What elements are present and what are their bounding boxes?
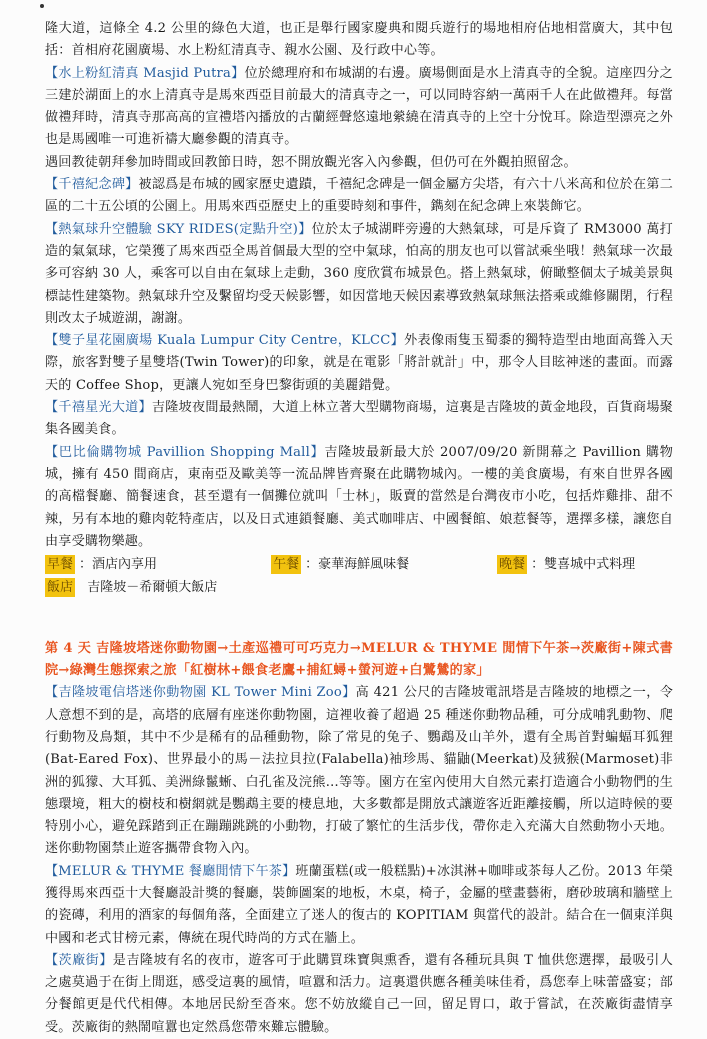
klcc-heading: 【雙子星花園廣場 Kuala Lumpur City Centre，KLCC】 xyxy=(45,333,405,349)
petaling-text: 是吉隆坡有名的夜市，遊客可于此購買珠寶與熏香，還有各種玩具與 T 恤供您選擇，最吸引人之處莫過于在街上閒逛，感受這裏的風情，喧囂和活力。這裏還供應各種美味佳肴，爲您奉上味蕾盛宴；部分餐館更是代代相傳。本地居民紛至沓來。您不妨放縱自己一回，留足胃口，敢于嘗試，在茨廠街盡情享受。茨廠街的熱鬧喧囂也定然爲您帶來難忘體驗。 xyxy=(45,952,674,1035)
petaling-heading: 【茨廠街】 xyxy=(45,952,113,968)
melur-heading: 【MELUR & THYME 餐廳閒情下午茶】 xyxy=(45,863,296,879)
breakfast-tag: 早餐 xyxy=(47,557,74,573)
balloon-paragraph xyxy=(45,219,673,330)
melur-paragraph xyxy=(45,861,673,950)
pavilion-text: 吉隆坡最新最大於 2007/09/20 新開幕之 Pavillion 購物城，擁有 450 間商店，東南亞及歐美等一流品牌皆齊聚在此購物城內。一樓的美食廣場，有來自世界各國的高檔餐廳、簡餐速食，甚至還有一個攤位就叫「士林」，販賣的當然是台灣夜市小吃，包括炸雞排、甜不辣，另有本地的雞肉乾特產店，以及日式連鎖餐廳、美式咖啡店、中國餐館、娘惹餐等，選擇多樣，讓您自由享受購物樂趣。 xyxy=(45,444,673,549)
mosque-heading: 【水上粉紅清真 Masjid Putra】 xyxy=(45,65,245,81)
zoo-paragraph xyxy=(45,682,673,860)
lunch-cell xyxy=(271,553,497,576)
scan-dot xyxy=(40,4,44,8)
breakfast-cell xyxy=(45,553,271,576)
dinner-value: ：雙喜城中式料理 xyxy=(531,557,636,573)
mosque-note: 遇回教徒朝拜參加時間或回教節日時，恕不開放觀光客入內參觀，但仍可在外觀拍照留念。 xyxy=(45,154,577,170)
hotel-row xyxy=(45,576,673,599)
starhill-paragraph xyxy=(45,397,673,442)
melur-text: 班蘭蛋糕(或一般糕點)+冰淇淋+咖啡或茶每人乙份。2013 年榮獲得馬來西亞十大餐廳設計獎的餐廳，裝飾圖案的地板，木桌，椅子，金屬的壁畫藝術，磨砂玻璃和牆壁上的瓷磚，利用的酒家的每個角落，全面建立了迷人的復古的 KOPITIAM 與當代的設計。結合在一個東洋與中國和老式甘榜元素，傳統在現代時尚的方式在牆上。 xyxy=(45,863,674,946)
klcc-paragraph xyxy=(45,330,673,397)
pavilion-heading: 【巴比倫購物城 Pavillion Shopping Mall】 xyxy=(45,444,325,460)
starhill-text: 吉隆坡夜間最熱鬧，大道上林立著大型購物商場，這裏是吉隆坡的黃金地段，百貨商場聚集各國美食。 xyxy=(45,400,673,438)
zoo-text: 高 421 公尺的吉隆坡電訊塔是吉隆坡的地標之一，令人意想不到的是，高塔的底層有座迷你動物園，這裡收養了超過 25 種迷你動物品種，可分成哺乳動物、爬行動物及鳥類，其中不少是稀有的品種動物，除了常見的兔子、鸚鵡及山羊外，還有全馬首對蝙蝠耳狐狸 (Bat-Eared Fox)、世界最小的馬－法拉貝拉(Falabella)袖珍馬、貓鼬(Meerkat)及狨猴(Marmoset)非洲的狐獴、大耳狐、美洲綠鬣蜥、白孔雀及浣熊…等等。園方在室內使用大自然元素打造適合小動物們的生態環境，粗大的樹枝和樹網就是鸚鵡主要的棲息地，大多數都是開放式讓遊客近距離接觸，所以這時候的要特別小心，避免踩踏到正在蹦蹦跳跳的小動物，打破了繁忙的生活步伐，帶你走入充滿大自然動物小天地。迷你動物園禁止遊客攜帶食物入內。 xyxy=(45,685,673,857)
section-gap xyxy=(45,600,673,638)
dinner-tag: 晚餐 xyxy=(499,557,526,573)
monument-text: 被認爲是布城的國家歷史遺蹟，千禧紀念碑是一個金屬方尖塔，有六十八米高和位於在第二區的二十五公頃的公園上。用馬來西亞歷史上的重要時刻和事件，鐫刻在紀念碑上來裝飾它。 xyxy=(45,177,673,215)
putrajaya-intro: 隆大道，這條全 4.2 公里的綠色大道，也正是舉行國家慶典和閱兵遊行的場地相府佔地相當廣大，其中包括：首相府花園廣場、水上粉紅清真寺、親水公園、及行政中心等。 xyxy=(45,21,673,59)
mosque-text: 位於總理府和布城湖的右邊。廣場側面是水上清真寺的全貌。這座四分之三建於湖面上的水上清真寺是馬來西亞目前最大的清真寺之一，可以同時容納一萬兩千人在此做禮拜。每當做禮拜時，清真寺那高高的宣禮塔內播放的古蘭經聲悠遠地縈繞在清真寺的上空十分悅耳。除造型漂亮之外也是馬國唯一可進祈禱大廳參觀的清真寺。 xyxy=(45,65,673,148)
meal-row xyxy=(45,553,673,576)
zoo-heading: 【吉隆坡電信塔迷你動物園 KL Tower Mini Zoo】 xyxy=(45,685,356,701)
pavilion-paragraph xyxy=(45,442,673,553)
balloon-heading: 【熱氣球升空體驗 SKY RIDES(定點升空)】 xyxy=(45,221,312,237)
lunch-value: ：豪華海鮮風味餐 xyxy=(305,557,410,573)
petaling-paragraph xyxy=(45,950,673,1039)
lunch-tag: 午餐 xyxy=(273,557,300,573)
monument-heading: 【千禧紀念碑】 xyxy=(45,177,139,193)
dinner-cell xyxy=(497,553,673,576)
mosque-paragraph xyxy=(45,63,673,152)
klcc-text: 外表像雨隻玉蜀黍的獨特造型由地面高聳入天際，旅客對雙子星雙塔(Twin Tower)的印象，就是在電影「將計就計」中，那令人目眩神迷的畫面。而露天的 Coffee Shop，更讓人宛如至身巴黎街頭的美麗錯覺。 xyxy=(45,333,673,393)
monument-paragraph xyxy=(45,174,673,219)
hotel-value: 吉隆坡－希爾頓大飯店 xyxy=(87,580,218,596)
starhill-heading: 【千禧星光大道】 xyxy=(45,400,152,416)
balloon-text: 位於太子城湖畔旁邊的大熱氣球，可是斥資了 RM3000 萬打造的氣氣球，它榮獲了馬來西亞全馬首個最大型的空中氣球，怕高的朋友也可以嘗試乘坐哦！熱氣球一次最多可容納 30 人，乘客可以自由在氣球上走動，360 度欣賞布城景色。搭上熱氣球，俯瞰整個太子城美景與標誌性建築物。熱氣球升空及繫留均受天候影響，如因當地天候因素導致熱氣球無法搭乘或維修關閉，行程則改太子城遊湖，謝謝。 xyxy=(45,221,673,326)
breakfast-value: ：酒店內享用 xyxy=(79,557,158,573)
hotel-tag: 飯店 xyxy=(47,580,74,596)
day4-title: 第 4 天 吉隆坡塔迷你動物園→土產巡禮可可巧克力→MELUR & THYME 閒情下午茶→茨廠街+陳式書院→綠灣生態探索之旅「紅樹林+餵食老鷹+捕紅蟳+螢河遊+白鷺鷥的家」 xyxy=(45,640,673,679)
document-page xyxy=(45,18,673,1039)
